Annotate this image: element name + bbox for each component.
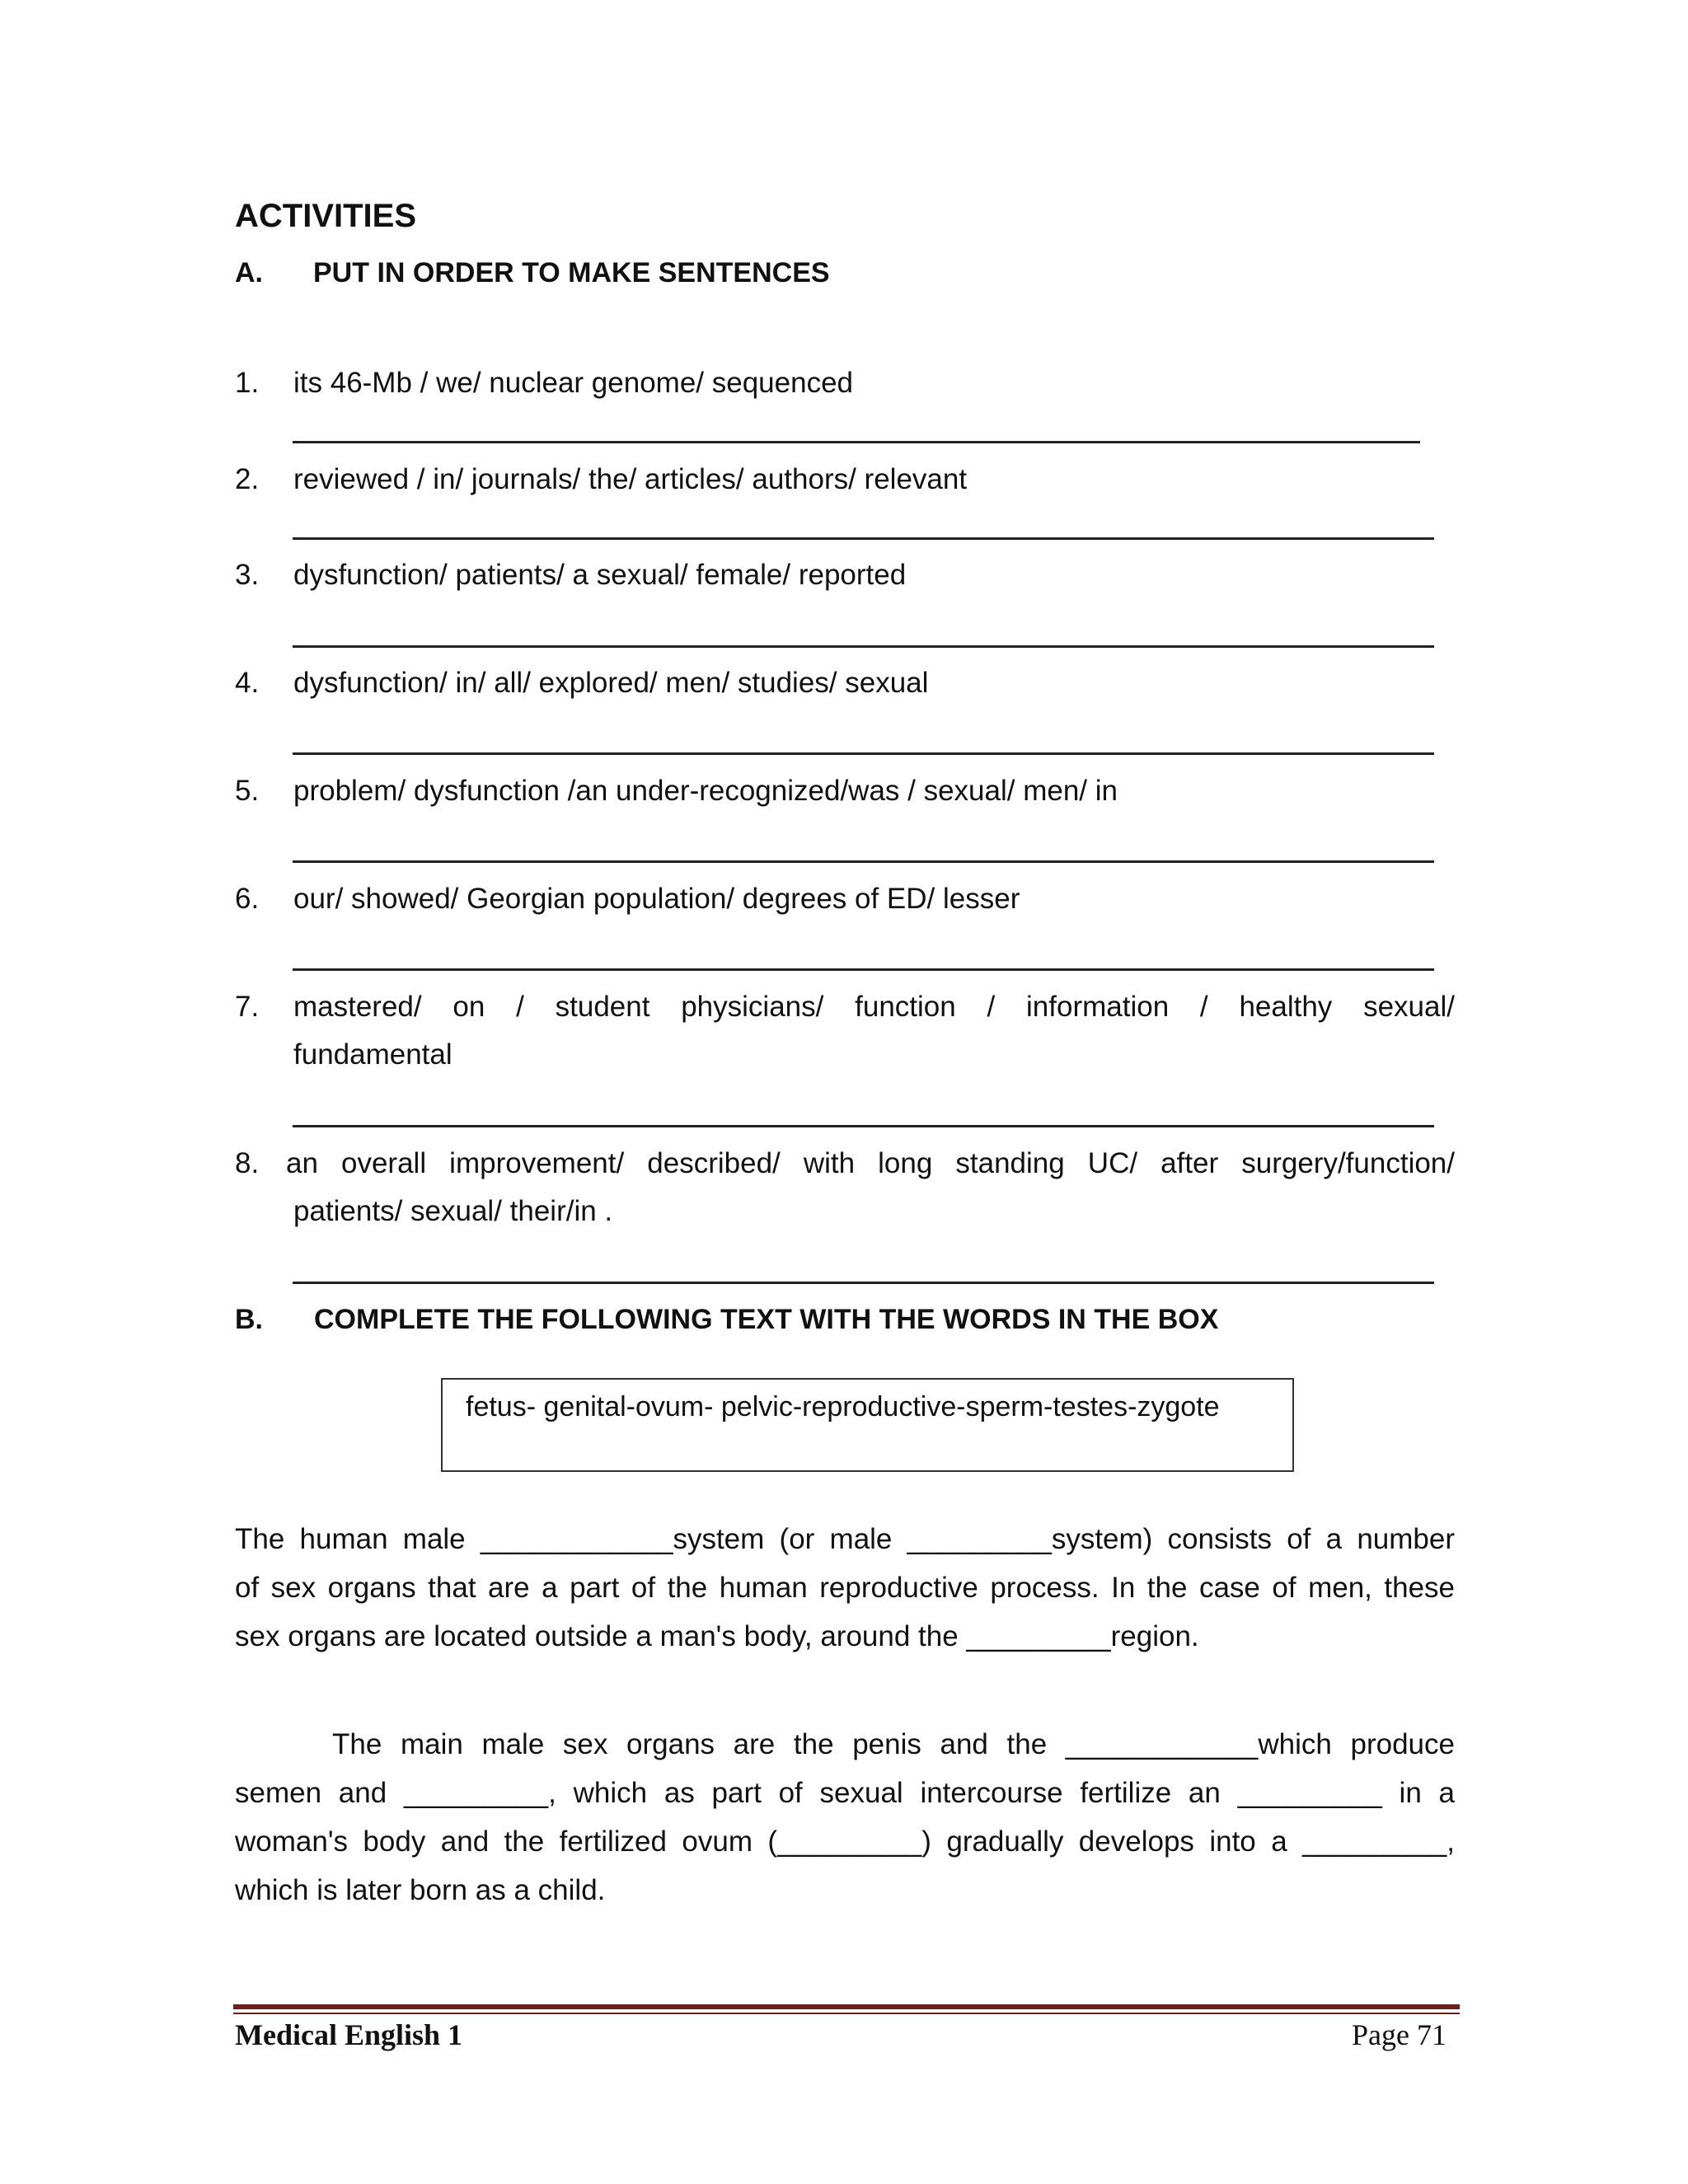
- paragraph-line: woman's body and the fertilized ovum (_________) gradually develops into a _________,: [235, 1825, 1455, 1858]
- item-text: dysfunction/ patients/ a sexual/ female/ reported: [293, 559, 907, 591]
- item-number: 7.: [235, 991, 260, 1023]
- footer-rule-thin: [233, 2013, 1460, 2014]
- paragraph-line: The main male sex organs are the penis and the ____________which produce: [332, 1728, 1455, 1760]
- page-heading: ACTIVITIES: [235, 198, 417, 234]
- item-text: an overall improvement/ described/ with long standing UC/ after surgery/function/: [286, 1147, 1455, 1179]
- item-number: 4.: [235, 667, 260, 699]
- word-box: [441, 1378, 1294, 1472]
- paragraph-line: of sex organs that are a part of the human reproductive process. In the case of men, these: [235, 1572, 1455, 1604]
- answer-line: [293, 441, 1420, 443]
- item-text: reviewed / in/ journals/ the/ articles/ authors/ relevant: [293, 463, 968, 495]
- section-b-title: COMPLETE THE FOLLOWING TEXT WITH THE WORDS IN THE BOX: [314, 1304, 1219, 1335]
- item-number: 6.: [235, 883, 260, 915]
- footer-rule: [233, 2004, 1460, 2009]
- item-text: its 46-Mb / we/ nuclear genome/ sequenced: [293, 367, 853, 399]
- section-a-letter: A.: [235, 257, 263, 288]
- answer-line: [293, 1125, 1434, 1127]
- answer-line: [293, 645, 1434, 648]
- footer-book-title: Medical English 1: [235, 2018, 463, 2051]
- item-text: mastered/ on / student physicians/ function / information / healthy sexual/: [293, 991, 1455, 1023]
- item-number: 1.: [235, 367, 260, 399]
- paragraph-line: which is later born as a child.: [235, 1874, 606, 1906]
- item-text-continued: fundamental: [293, 1038, 452, 1071]
- section-a-title: PUT IN ORDER TO MAKE SENTENCES: [313, 257, 830, 288]
- item-text: dysfunction/ in/ all/ explored/ men/ studies/ sexual: [293, 667, 929, 699]
- answer-line: [293, 752, 1434, 755]
- paragraph-2: [235, 1720, 1455, 1915]
- footer-page-number: Page 71: [1352, 2018, 1447, 2051]
- section-b-letter: B.: [235, 1304, 263, 1335]
- paragraph-line: sex organs are located outside a man's body, around the _________region.: [235, 1620, 1199, 1652]
- answer-line: [293, 537, 1434, 540]
- answer-line: [293, 860, 1434, 863]
- answer-line: [293, 1282, 1434, 1284]
- item-number: 5.: [235, 775, 260, 807]
- item-text: our/ showed/ Georgian population/ degrees of ED/ lesser: [293, 883, 1020, 915]
- paragraph-line: The human male ____________system (or male _________system) consists of a number: [235, 1523, 1455, 1555]
- paragraph-line: semen and _________, which as part of sexual intercourse fertilize an _________ in a: [235, 1777, 1455, 1809]
- word-box-words: fetus- genital-ovum- pelvic-reproductive-sperm-testes-zygote: [466, 1391, 1220, 1422]
- item-text-continued: patients/ sexual/ their/in .: [293, 1195, 613, 1227]
- paragraph-1: [235, 1515, 1455, 1661]
- item-text: problem/ dysfunction /an under-recognized/was / sexual/ men/ in: [293, 775, 1118, 807]
- item-number: 3.: [235, 559, 260, 591]
- item-number: 8.: [235, 1147, 260, 1179]
- item-number: 2.: [235, 463, 260, 495]
- answer-line: [293, 968, 1434, 971]
